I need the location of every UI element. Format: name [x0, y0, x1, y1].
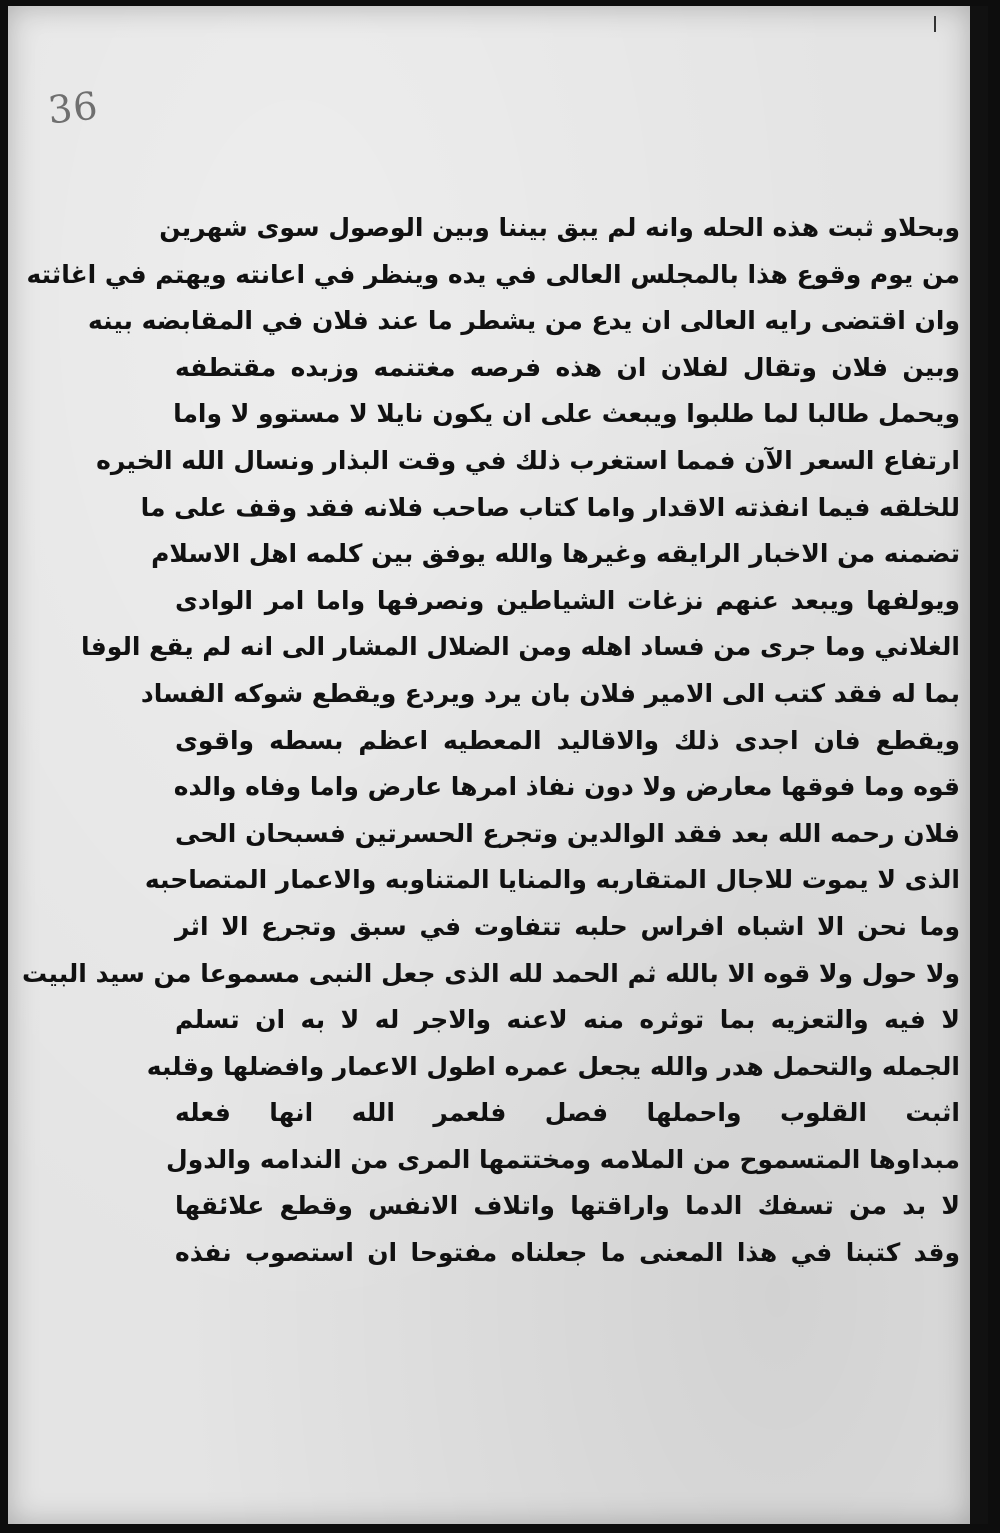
manuscript-line: مبداوها المتسموح من الملامه ومختتمها المرى من الندامه والدول [166, 1144, 960, 1174]
manuscript-line: ارتفاع السعر الآن فمما استغرب ذلك في وقت البذار ونسال الله الخيره [96, 445, 960, 475]
manuscript-line: من يوم وقوع هذا بالمجلس العالى في يده وينظر في اعانته ويهتم في اغاثته [26, 259, 960, 289]
manuscript-line: وبحلاو ثبت هذه الحله وانه لم يبق بيننا وبين الوصول سوى شهرين [159, 213, 960, 242]
folio-number: 36 [45, 83, 101, 133]
manuscript-line: لا فيه والتعزيه بما توثره منه لاعنه والاجر له لا به ان تسلم [175, 1005, 960, 1035]
manuscript-line: ويحمل طالبا لما طلبوا ويبعث على ان يكون نايلا لا مستوو لا واما [173, 399, 960, 429]
manuscript-line: ويقطع فان اجدى ذلك والاقاليد المعطيه اعظم بسطه واقوى [175, 725, 960, 755]
manuscript-line: الذى لا يموت للاجال المتقاربه والمنايا المتناوبه والاعمار المتصاحبه [144, 865, 960, 895]
manuscript-line: قوه وما فوقها معارض ولا دون نفاذ امرها عارض واما وفاه والده [173, 772, 960, 802]
manuscript-line: اثبت القلوب واحملها فصل فلعمر الله انها فعله [175, 1098, 960, 1128]
manuscript-line: وبين فلان وتقال لفلان ان هذه فرصه مغتنمه وزبده مقتطفه [175, 352, 960, 382]
manuscript-line: وقد كتبنا في هذا المعنى ما جعلناه مفتوحا ان استصوب نفذه [175, 1238, 960, 1268]
manuscript-line: لا بد من تسفك الدما واراقتها واتلاف الانفس وقطع علائقها [175, 1191, 960, 1221]
manuscript-line: وان اقتضى رايه العالى ان يدع من يشطر ما عند فلان في المقابضه بينه [87, 306, 960, 336]
manuscript-line: ولا حول ولا قوه الا بالله ثم الحمد لله الذى جعل النبى مسموعا من سيد البيت [22, 958, 960, 988]
manuscript-line: بما له فقد كتب الى الامير فلان بان يرد ويردع ويقطع شوكه الفساد [140, 678, 960, 708]
manuscript-line: تضمنه من الاخبار الرايقه وغيرها والله يوفق بين كلمه اهل الاسلام [151, 539, 960, 569]
manuscript-text-block [22, 205, 960, 1277]
manuscript-line: ويولفها ويبعد عنهم نزغات الشياطين ونصرفها واما امر الوادى [175, 585, 960, 615]
manuscript-line: فلان رحمه الله بعد فقد الوالدين وتجرع الحسرتين فسبحان الحى [175, 818, 960, 848]
page-edge [970, 6, 988, 1524]
manuscript-line: وما نحن الا اشباه افراس حلبه تتفاوت في سبق وتجرع الا اثر [175, 911, 960, 941]
manuscript-line: للخلقه فيما انفذته الاقدار واما كتاب صاحب فلانه فقد وقف على ما [140, 492, 960, 522]
manuscript-line: الغلاني وما جرى من فساد اهله ومن الضلال المشار الى انه لم يقع الوفا [81, 632, 960, 662]
manuscript-line: الجمله والتحمل هدر والله يجعل عمره اطول الاعمار وافضلها وقلبه [146, 1051, 960, 1081]
corner-mark [926, 16, 936, 32]
